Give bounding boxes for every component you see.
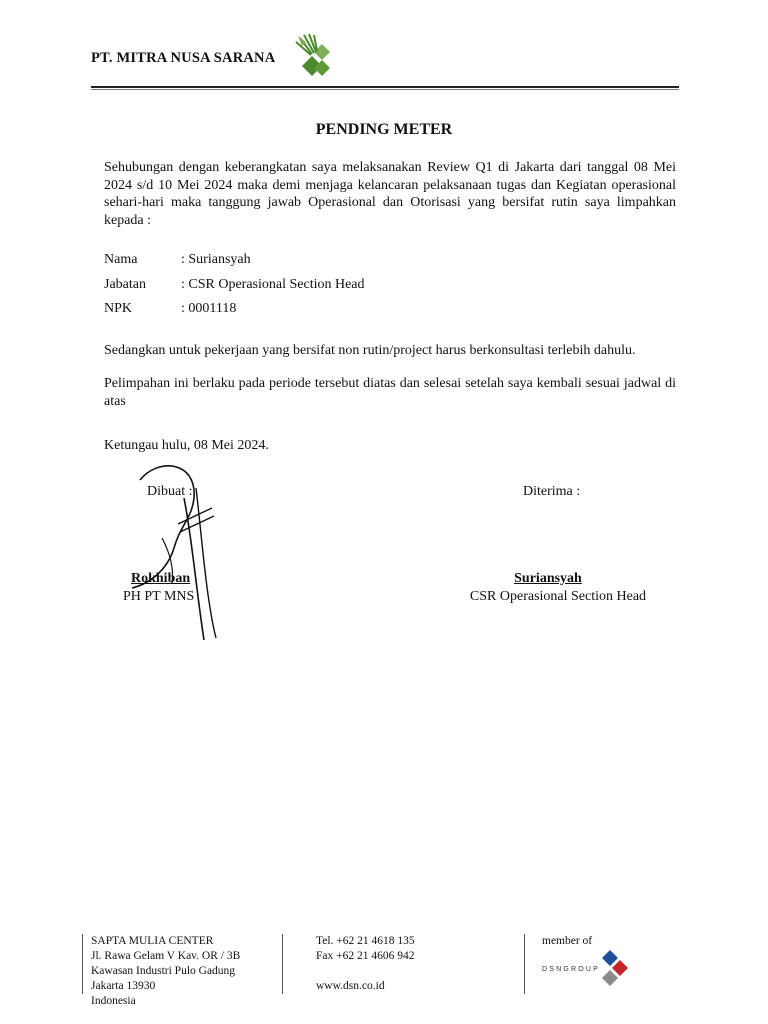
website: www.dsn.co.id (316, 980, 385, 992)
address-line: SAPTA MULIA CENTER (91, 935, 214, 947)
note-paragraph: Sedangkan untuk pekerjaan yang bersifat non rutin/project harus berkonsultasi terlebih dahulu. (104, 343, 636, 358)
address-line: Jakarta 13930 (91, 980, 156, 992)
field-position (104, 277, 365, 293)
address-line: Kawasan Industri Pulo Gadung (91, 965, 236, 977)
header-rule (91, 86, 679, 88)
member-of-label: member of (542, 935, 593, 947)
place-date: Ketungau hulu, 08 Mei 2024. (104, 438, 269, 453)
fax: Fax +62 21 4606 942 (316, 950, 415, 962)
field-npk (104, 301, 236, 317)
field-value: : CSR Operasional Section Head (181, 277, 365, 292)
field-name (104, 252, 251, 268)
header-rule-thin (91, 89, 679, 90)
handwritten-signature-icon (112, 458, 232, 648)
spacer (316, 964, 415, 979)
telephone: Tel. +62 21 4618 135 (316, 935, 415, 947)
field-value: : Suriansyah (181, 252, 251, 267)
footer-address (91, 934, 240, 1009)
made-by-label: Dibuat : (147, 484, 193, 499)
validity-paragraph: Pelimpahan ini berlaku pada periode tersebut diatas dan selesai setelah saya kembali sesuai jadwal di atas (104, 376, 676, 409)
address-line: Indonesia (91, 995, 136, 1007)
field-label: NPK (104, 301, 133, 316)
footer-divider (282, 934, 283, 994)
left-signer-title: PH PT MNS (123, 589, 195, 604)
left-signer-name: Rokhiban (131, 571, 191, 586)
group-logo-text: DSNGROUP (542, 966, 601, 973)
footer-divider (524, 934, 525, 994)
footer-contact (316, 934, 415, 994)
address-line: Jl. Rawa Gelam V Kav. OR / 3B (91, 950, 241, 962)
footer-divider (82, 934, 83, 994)
document-title: PENDING METER (315, 121, 453, 138)
field-label: Nama (104, 252, 138, 267)
leaf-diamond-logo-icon (290, 32, 334, 80)
received-by-label: Diterima : (523, 484, 581, 499)
right-signer-name: Suriansyah (514, 571, 582, 586)
field-label: Jabatan (104, 277, 146, 292)
right-signer-title: CSR Operasional Section Head (469, 589, 647, 604)
field-value: : 0001118 (181, 301, 237, 316)
dsn-group-logo-icon (540, 948, 632, 988)
intro-paragraph: Sehubungan dengan keberangkatan saya melaksanakan Review Q1 di Jakarta dari tanggal 08 Mei 2024 s/d 10 Mei 2024 maka demi menjaga kelancaran pelaksanaan tugas dan Kegiatan operasional sehari-hari maka tanggung jawab Operasional dan Otorisasi yang bersifat rutin saya limpahkan kepada : (104, 160, 676, 228)
company-name: PT. MITRA NUSA SARANA (91, 50, 276, 66)
